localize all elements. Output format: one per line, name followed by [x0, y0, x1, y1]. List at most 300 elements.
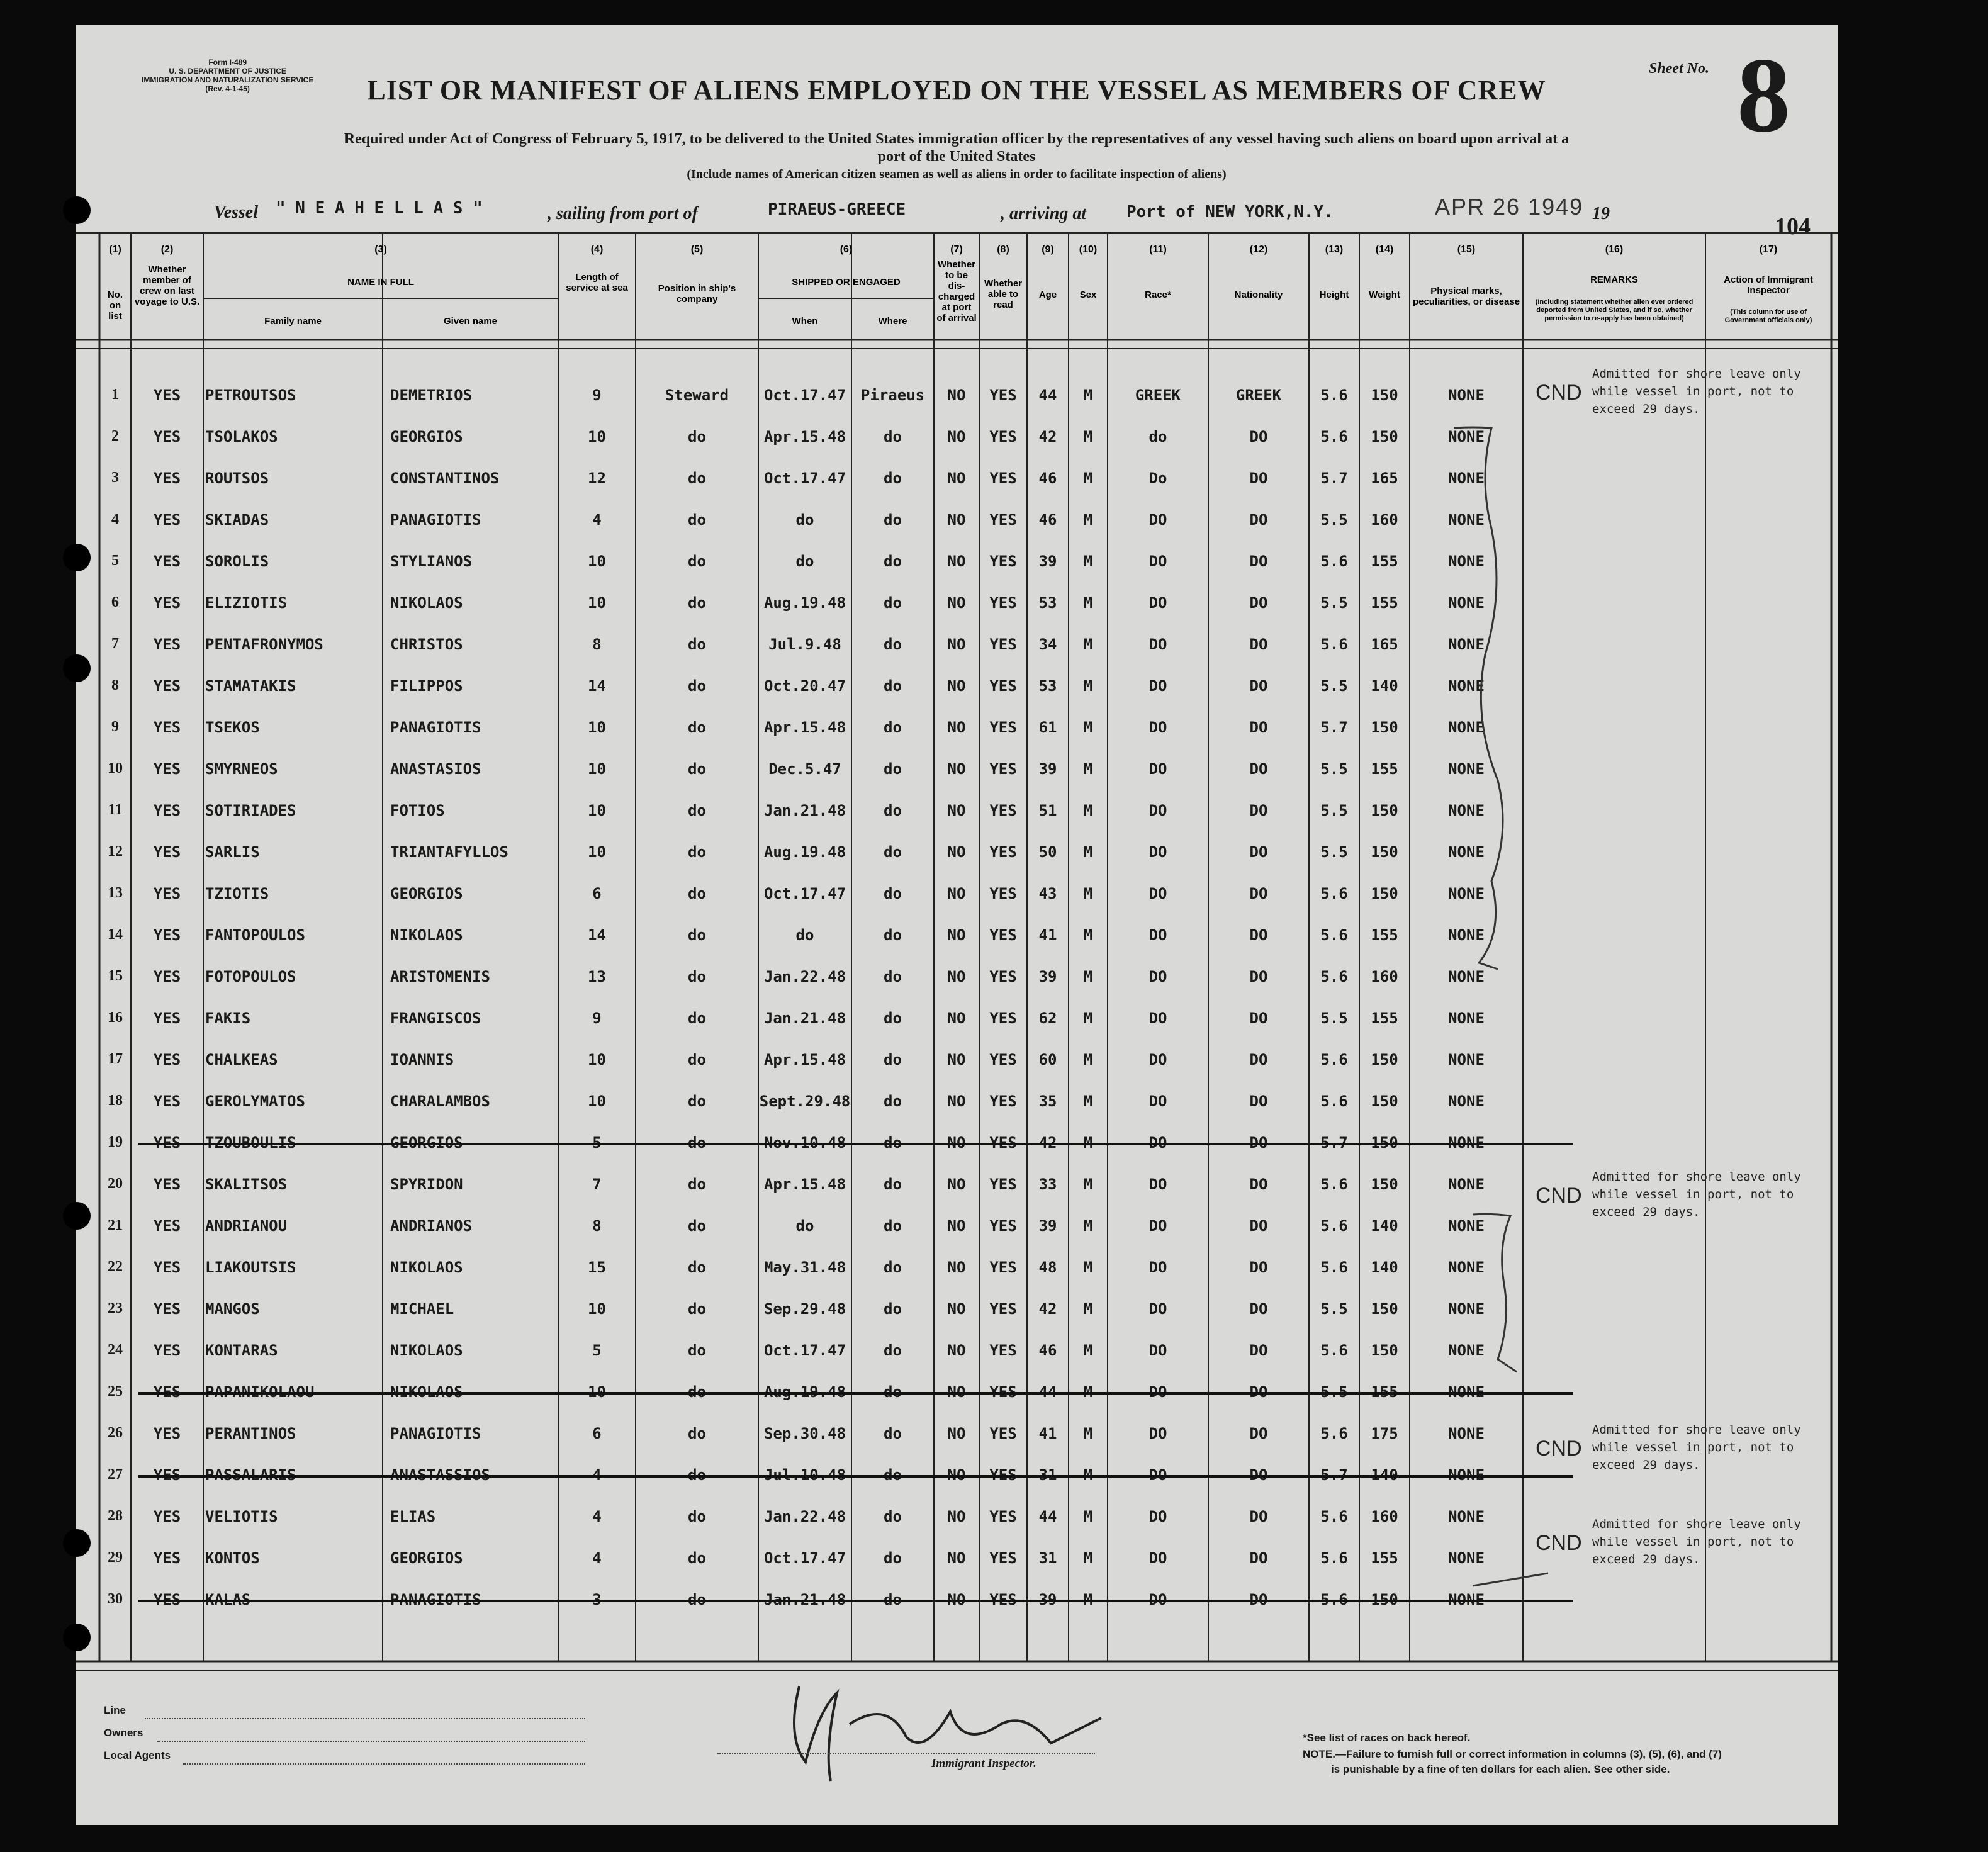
- cell-when: Sep.30.48: [763, 1425, 846, 1442]
- cell-service: 9: [592, 1009, 602, 1027]
- cell-height: 5.7: [1320, 719, 1348, 736]
- date-stamp: APR 26 1949: [1435, 194, 1584, 220]
- strike-through-line: [138, 1143, 1573, 1145]
- cell-age: 33: [1038, 1176, 1057, 1193]
- cell-marks: NONE: [1448, 386, 1485, 404]
- cell-age: 35: [1038, 1092, 1057, 1110]
- page-number: 104: [1775, 213, 1811, 240]
- cell-marks: NONE: [1448, 1342, 1485, 1359]
- cell-marks: NONE: [1448, 885, 1485, 902]
- column-header: Length of service at sea: [566, 272, 628, 293]
- cell-no: 9: [111, 719, 119, 735]
- cell-given: NIKOLAOS: [390, 1342, 463, 1359]
- cell-where: do: [884, 1425, 902, 1442]
- cell-disch: NO: [947, 1051, 966, 1069]
- strike-through-line: [138, 1475, 1573, 1478]
- cell-nat: GREEK: [1235, 386, 1282, 404]
- cell-where: Piraeus: [860, 386, 925, 404]
- cell-age: 43: [1038, 885, 1057, 902]
- cell-height: 5.7: [1320, 469, 1348, 487]
- cell-prev: YES: [153, 553, 181, 570]
- cell-marks: NONE: [1448, 469, 1485, 487]
- cell-position: do: [688, 1425, 706, 1442]
- cell-age: 61: [1038, 719, 1057, 736]
- cell-given: PANAGIOTIS: [390, 719, 481, 736]
- cell-weight: 140: [1371, 1259, 1398, 1276]
- cell-nat: DO: [1249, 1051, 1268, 1069]
- cell-when: Oct.17.47: [763, 469, 846, 487]
- column-header: Weight: [1369, 289, 1400, 300]
- cell-prev: YES: [153, 511, 181, 529]
- column-header: Nationality: [1234, 289, 1283, 300]
- cell-where: do: [884, 677, 902, 695]
- cell-read: YES: [989, 636, 1017, 653]
- cell-nat: DO: [1249, 760, 1268, 778]
- cell-given: GEORGIOS: [390, 885, 463, 902]
- cell-weight: 150: [1371, 802, 1398, 819]
- cell-read: YES: [989, 1009, 1017, 1027]
- cell-read: YES: [989, 1259, 1017, 1276]
- cell-position: do: [688, 1508, 706, 1525]
- column-header: Whether able to read: [984, 278, 1022, 310]
- remark-text: Admitted for shore leave only while vessel in port, not to exceed 29 days.: [1592, 1423, 1801, 1472]
- cell-nat: DO: [1249, 1259, 1268, 1276]
- cell-marks: NONE: [1448, 1300, 1485, 1318]
- cell-disch: NO: [947, 885, 966, 902]
- subcolumn-header: Given name: [443, 316, 498, 327]
- cell-given: MICHAEL: [390, 1300, 454, 1318]
- cell-prev: YES: [153, 428, 181, 446]
- cell-service: 6: [592, 1425, 602, 1442]
- strike-through-line: [138, 1392, 1573, 1395]
- cell-no: 2: [111, 428, 119, 444]
- cell-no: 30: [108, 1591, 123, 1607]
- cell-age: 39: [1038, 1217, 1057, 1235]
- cell-when: Oct.17.47: [763, 885, 846, 902]
- column-number: (10): [1079, 244, 1098, 255]
- cell-given: SPYRIDON: [390, 1176, 463, 1193]
- cell-when: Jan.22.48: [763, 968, 846, 985]
- column-header: Whether to be dis-charged at port of arrival: [936, 259, 977, 323]
- cell-service: 9: [592, 386, 602, 404]
- cell-nat: DO: [1249, 428, 1268, 446]
- cell-sex: M: [1083, 1009, 1093, 1027]
- cell-service: 7: [592, 1176, 602, 1193]
- cell-marks: NONE: [1448, 843, 1485, 861]
- cell-given: GEORGIOS: [390, 1549, 463, 1567]
- cell-read: YES: [989, 1217, 1017, 1235]
- cell-sex: M: [1083, 719, 1093, 736]
- cell-sex: M: [1083, 1508, 1093, 1525]
- cell-position: do: [688, 926, 706, 944]
- cell-no: 22: [108, 1259, 123, 1275]
- cell-disch: NO: [947, 1176, 966, 1193]
- cell-position: do: [688, 553, 706, 570]
- cell-service: 4: [592, 511, 602, 529]
- cell-height: 5.6: [1320, 1176, 1348, 1193]
- cell-read: YES: [989, 1092, 1017, 1110]
- cell-position: do: [688, 885, 706, 902]
- cell-no: 3: [111, 469, 119, 486]
- cell-prev: YES: [153, 636, 181, 653]
- cell-marks: NONE: [1448, 1176, 1485, 1193]
- cell-given: STYLIANOS: [390, 553, 473, 570]
- cell-position: do: [688, 1051, 706, 1069]
- cell-nat: DO: [1249, 885, 1268, 902]
- cell-sex: M: [1083, 1300, 1093, 1318]
- cell-family: SOTIRIADES: [205, 802, 296, 819]
- cell-prev: YES: [153, 386, 181, 404]
- column-number: (2): [160, 244, 174, 255]
- cell-weight: 155: [1371, 594, 1398, 612]
- cell-no: 4: [111, 511, 119, 527]
- cell-nat: DO: [1249, 636, 1268, 653]
- cell-age: 44: [1038, 386, 1057, 404]
- cell-age: 53: [1038, 677, 1057, 695]
- cell-position: do: [688, 760, 706, 778]
- cell-service: 4: [592, 1549, 602, 1567]
- strike-through-line: [138, 1600, 1573, 1602]
- cell-position: do: [688, 719, 706, 736]
- cell-age: 42: [1038, 428, 1057, 446]
- cell-where: do: [884, 885, 902, 902]
- cell-height: 5.6: [1320, 1092, 1348, 1110]
- cell-disch: NO: [947, 843, 966, 861]
- cell-where: do: [884, 968, 902, 985]
- cell-where: do: [884, 1217, 902, 1235]
- cell-marks: NONE: [1448, 1508, 1485, 1525]
- cell-no: 16: [108, 1009, 123, 1026]
- cell-sex: M: [1083, 677, 1093, 695]
- cell-race: DO: [1148, 1217, 1167, 1235]
- cell-sex: M: [1083, 469, 1093, 487]
- cell-age: 34: [1038, 636, 1057, 653]
- cell-height: 5.5: [1320, 594, 1348, 612]
- column-number: (7): [950, 244, 963, 255]
- cell-race: DO: [1148, 760, 1167, 778]
- cell-marks: NONE: [1448, 1549, 1485, 1567]
- cnd-stamp: CND: [1536, 1437, 1582, 1461]
- cell-nat: DO: [1249, 1009, 1268, 1027]
- cell-read: YES: [989, 1549, 1017, 1567]
- cell-where: do: [884, 469, 902, 487]
- column-number: (12): [1249, 244, 1268, 255]
- cell-position: do: [688, 1217, 706, 1235]
- cell-service: 10: [588, 843, 606, 861]
- cell-height: 5.6: [1320, 1259, 1348, 1276]
- cell-prev: YES: [153, 594, 181, 612]
- cell-height: 5.5: [1320, 1009, 1348, 1027]
- cell-prev: YES: [153, 469, 181, 487]
- cell-weight: 150: [1371, 843, 1398, 861]
- cell-disch: NO: [947, 1092, 966, 1110]
- cell-prev: YES: [153, 885, 181, 902]
- cell-read: YES: [989, 511, 1017, 529]
- cell-nat: DO: [1249, 677, 1268, 695]
- cell-nat: DO: [1249, 1300, 1268, 1318]
- line-blank: [145, 1718, 585, 1719]
- cell-height: 5.6: [1320, 636, 1348, 653]
- cell-position: do: [688, 843, 706, 861]
- cell-weight: 140: [1371, 677, 1398, 695]
- cell-marks: NONE: [1448, 719, 1485, 736]
- cell-marks: NONE: [1448, 1425, 1485, 1442]
- cell-disch: NO: [947, 1009, 966, 1027]
- cell-marks: NONE: [1448, 968, 1485, 985]
- cell-read: YES: [989, 677, 1017, 695]
- cell-disch: NO: [947, 802, 966, 819]
- cell-height: 5.6: [1320, 968, 1348, 985]
- cell-family: CHALKEAS: [205, 1051, 278, 1069]
- cell-read: YES: [989, 843, 1017, 861]
- cell-height: 5.6: [1320, 553, 1348, 570]
- note-line-2: is punishable by a fine of ten dollars for each alien. See other side.: [1331, 1763, 1670, 1775]
- cell-family: GEROLYMATOS: [205, 1092, 305, 1110]
- cell-disch: NO: [947, 594, 966, 612]
- document-title: LIST OR MANIFEST OF ALIENS EMPLOYED ON THE VESSEL AS MEMBERS OF CREW: [367, 75, 1546, 106]
- cell-race: Do: [1148, 469, 1167, 487]
- cell-no: 7: [111, 636, 119, 652]
- cell-age: 39: [1038, 553, 1057, 570]
- cell-weight: 140: [1371, 1217, 1398, 1235]
- cell-marks: NONE: [1448, 511, 1485, 529]
- cell-prev: YES: [153, 1549, 181, 1567]
- cell-when: Apr.15.48: [763, 719, 846, 736]
- cell-service: 5: [592, 1342, 602, 1359]
- cell-sex: M: [1083, 802, 1093, 819]
- subtitle-1: Required under Act of Congress of February 5, 1917, to be delivered to the United States immigration officer by the representatives of any vessel having such aliens on board upon arrival at a: [344, 131, 1570, 147]
- cell-when: Aug.19.48: [763, 594, 846, 612]
- cell-where: do: [884, 511, 902, 529]
- cell-race: DO: [1148, 968, 1167, 985]
- cell-marks: NONE: [1448, 1051, 1485, 1069]
- cell-service: 12: [588, 469, 606, 487]
- column-header: Height: [1319, 289, 1349, 300]
- column-number: (3): [374, 244, 387, 255]
- cell-weight: 155: [1371, 553, 1398, 570]
- cell-when: Jan.22.48: [763, 1508, 846, 1525]
- cell-race: DO: [1148, 511, 1167, 529]
- cell-race: DO: [1148, 885, 1167, 902]
- cell-position: do: [688, 511, 706, 529]
- cell-height: 5.5: [1320, 760, 1348, 778]
- column-header: Position in ship's company: [658, 283, 736, 305]
- cell-family: TSOLAKOS: [205, 428, 278, 446]
- cell-family: FANTOPOULOS: [205, 926, 305, 944]
- column-header: Whether member of crew on last voyage to U.S.: [134, 264, 200, 307]
- cell-weight: 155: [1371, 926, 1398, 944]
- cell-position: do: [688, 1009, 706, 1027]
- cell-weight: 175: [1371, 1425, 1398, 1442]
- cell-no: 25: [108, 1383, 123, 1400]
- cell-where: do: [884, 553, 902, 570]
- cell-weight: 150: [1371, 386, 1398, 404]
- cell-when: Jan.21.48: [763, 1009, 846, 1027]
- cell-prev: YES: [153, 968, 181, 985]
- column-number: (13): [1325, 244, 1344, 255]
- cell-family: ROUTSOS: [205, 469, 269, 487]
- cell-disch: NO: [947, 968, 966, 985]
- cell-nat: DO: [1249, 926, 1268, 944]
- cell-given: DEMETRIOS: [390, 386, 473, 404]
- cell-prev: YES: [153, 926, 181, 944]
- cell-read: YES: [989, 553, 1017, 570]
- cell-family: KONTARAS: [205, 1342, 278, 1359]
- cell-age: 51: [1038, 802, 1057, 819]
- cell-disch: NO: [947, 760, 966, 778]
- cell-no: 15: [108, 968, 123, 984]
- cell-disch: NO: [947, 386, 966, 404]
- form-id-block: Form I-489 U. S. DEPARTMENT OF JUSTICE IMMIGRATION AND NATURALIZATION SERVICE (Rev. 4-1-45): [142, 58, 314, 93]
- cell-height: 5.6: [1320, 428, 1348, 446]
- cell-nat: DO: [1249, 802, 1268, 819]
- cell-nat: DO: [1249, 1549, 1268, 1567]
- cell-no: 14: [108, 926, 123, 943]
- cell-given: NIKOLAOS: [390, 926, 463, 944]
- cell-prev: YES: [153, 1217, 181, 1235]
- column-number: (16): [1605, 244, 1624, 255]
- cell-given: NIKOLAOS: [390, 1259, 463, 1276]
- subcolumn-header: Where: [878, 316, 907, 327]
- cell-position: do: [688, 1342, 706, 1359]
- cell-family: ANDRIANOU: [205, 1217, 288, 1235]
- cell-no: 26: [108, 1425, 123, 1441]
- cell-where: do: [884, 1342, 902, 1359]
- cell-weight: 150: [1371, 428, 1398, 446]
- cell-read: YES: [989, 1342, 1017, 1359]
- cell-read: YES: [989, 594, 1017, 612]
- cnd-stamp: CND: [1536, 1184, 1582, 1208]
- cell-position: do: [688, 594, 706, 612]
- cell-no: 8: [111, 677, 119, 693]
- column-number: (9): [1042, 244, 1054, 255]
- remark-text: Admitted for shore leave only while vessel in port, not to exceed 29 days.: [1592, 367, 1801, 416]
- cell-weight: 150: [1371, 1051, 1398, 1069]
- cell-age: 46: [1038, 469, 1057, 487]
- cell-where: do: [884, 1549, 902, 1567]
- cell-age: 50: [1038, 843, 1057, 861]
- cell-race: DO: [1148, 1176, 1167, 1193]
- cell-no: 27: [108, 1466, 123, 1483]
- cell-race: DO: [1148, 1051, 1167, 1069]
- cell-family: FAKIS: [205, 1009, 251, 1027]
- cell-read: YES: [989, 719, 1017, 736]
- cell-sex: M: [1083, 636, 1093, 653]
- agents-label: Local Agents: [104, 1749, 171, 1761]
- cell-sex: M: [1083, 1051, 1093, 1069]
- cell-height: 5.5: [1320, 802, 1348, 819]
- cell-disch: NO: [947, 553, 966, 570]
- agents-blank: [183, 1763, 585, 1765]
- cell-race: DO: [1148, 1300, 1167, 1318]
- cell-prev: YES: [153, 1092, 181, 1110]
- cell-race: DO: [1148, 553, 1167, 570]
- cell-where: do: [884, 1009, 902, 1027]
- cell-service: 10: [588, 1092, 606, 1110]
- cell-nat: DO: [1249, 1176, 1268, 1193]
- inspector-label: Immigrant Inspector.: [931, 1757, 1036, 1770]
- cell-sex: M: [1083, 885, 1093, 902]
- cell-position: do: [688, 469, 706, 487]
- cell-service: 4: [592, 1508, 602, 1525]
- cell-no: 13: [108, 885, 123, 901]
- cell-prev: YES: [153, 1009, 181, 1027]
- column-number: (11): [1149, 244, 1167, 255]
- remark-text: Admitted for shore leave only while vessel in port, not to exceed 29 days.: [1592, 1170, 1801, 1219]
- cell-weight: 150: [1371, 719, 1398, 736]
- cell-no: 1: [111, 386, 119, 403]
- column-number: (17): [1759, 244, 1778, 255]
- cell-when: May.31.48: [763, 1259, 846, 1276]
- cell-age: 46: [1038, 511, 1057, 529]
- cell-no: 23: [108, 1300, 123, 1316]
- cell-height: 5.6: [1320, 386, 1348, 404]
- cell-when: Oct.20.47: [763, 677, 846, 695]
- cell-age: 60: [1038, 1051, 1057, 1069]
- cell-service: 15: [588, 1259, 606, 1276]
- column-header: NAME IN FULL: [347, 277, 414, 288]
- cell-height: 5.5: [1320, 677, 1348, 695]
- cell-disch: NO: [947, 636, 966, 653]
- cell-no: 21: [108, 1217, 123, 1233]
- cell-prev: YES: [153, 1300, 181, 1318]
- cell-read: YES: [989, 968, 1017, 985]
- cell-disch: NO: [947, 677, 966, 695]
- cell-race: DO: [1148, 1508, 1167, 1525]
- cell-age: 39: [1038, 968, 1057, 985]
- cell-service: 10: [588, 802, 606, 819]
- cell-prev: YES: [153, 802, 181, 819]
- cell-marks: NONE: [1448, 802, 1485, 819]
- cell-when: Jul.9.48: [768, 636, 841, 653]
- cell-no: 12: [108, 843, 123, 860]
- subtitle-3: (Include names of American citizen seamen as well as aliens in order to facilitate inspection of aliens): [687, 167, 1227, 181]
- cell-age: 48: [1038, 1259, 1057, 1276]
- cell-nat: DO: [1249, 968, 1268, 985]
- cell-sex: M: [1083, 1342, 1093, 1359]
- column-header: Action of Immigrant Inspector: [1724, 274, 1813, 296]
- cell-family: VELIOTIS: [205, 1508, 278, 1525]
- cell-when: Apr.15.48: [763, 1051, 846, 1069]
- cnd-stamp: CND: [1536, 1531, 1582, 1555]
- cell-sex: M: [1083, 1425, 1093, 1442]
- cell-nat: DO: [1249, 1425, 1268, 1442]
- cell-family: SMYRNEOS: [205, 760, 278, 778]
- cell-where: do: [884, 843, 902, 861]
- cell-given: CHRISTOS: [390, 636, 463, 653]
- column-header: No. on list: [107, 289, 123, 322]
- cell-where: do: [884, 760, 902, 778]
- cell-race: DO: [1148, 1549, 1167, 1567]
- cell-race: do: [1148, 428, 1167, 446]
- cell-age: 41: [1038, 1425, 1057, 1442]
- cell-sex: M: [1083, 1176, 1093, 1193]
- cell-weight: 150: [1371, 1092, 1398, 1110]
- port-to: Port of NEW YORK,N.Y.: [1126, 203, 1334, 222]
- cell-read: YES: [989, 1176, 1017, 1193]
- cell-read: YES: [989, 802, 1017, 819]
- cell-where: do: [884, 594, 902, 612]
- cell-when: Oct.17.47: [763, 1342, 846, 1359]
- cell-disch: NO: [947, 1259, 966, 1276]
- subtitle-2: port of the United States: [877, 149, 1036, 165]
- arriving-label: , arriving at: [1001, 204, 1087, 223]
- cell-read: YES: [989, 428, 1017, 446]
- cell-prev: YES: [153, 1508, 181, 1525]
- cell-nat: DO: [1249, 594, 1268, 612]
- cell-height: 5.6: [1320, 1508, 1348, 1525]
- cell-height: 5.6: [1320, 1217, 1348, 1235]
